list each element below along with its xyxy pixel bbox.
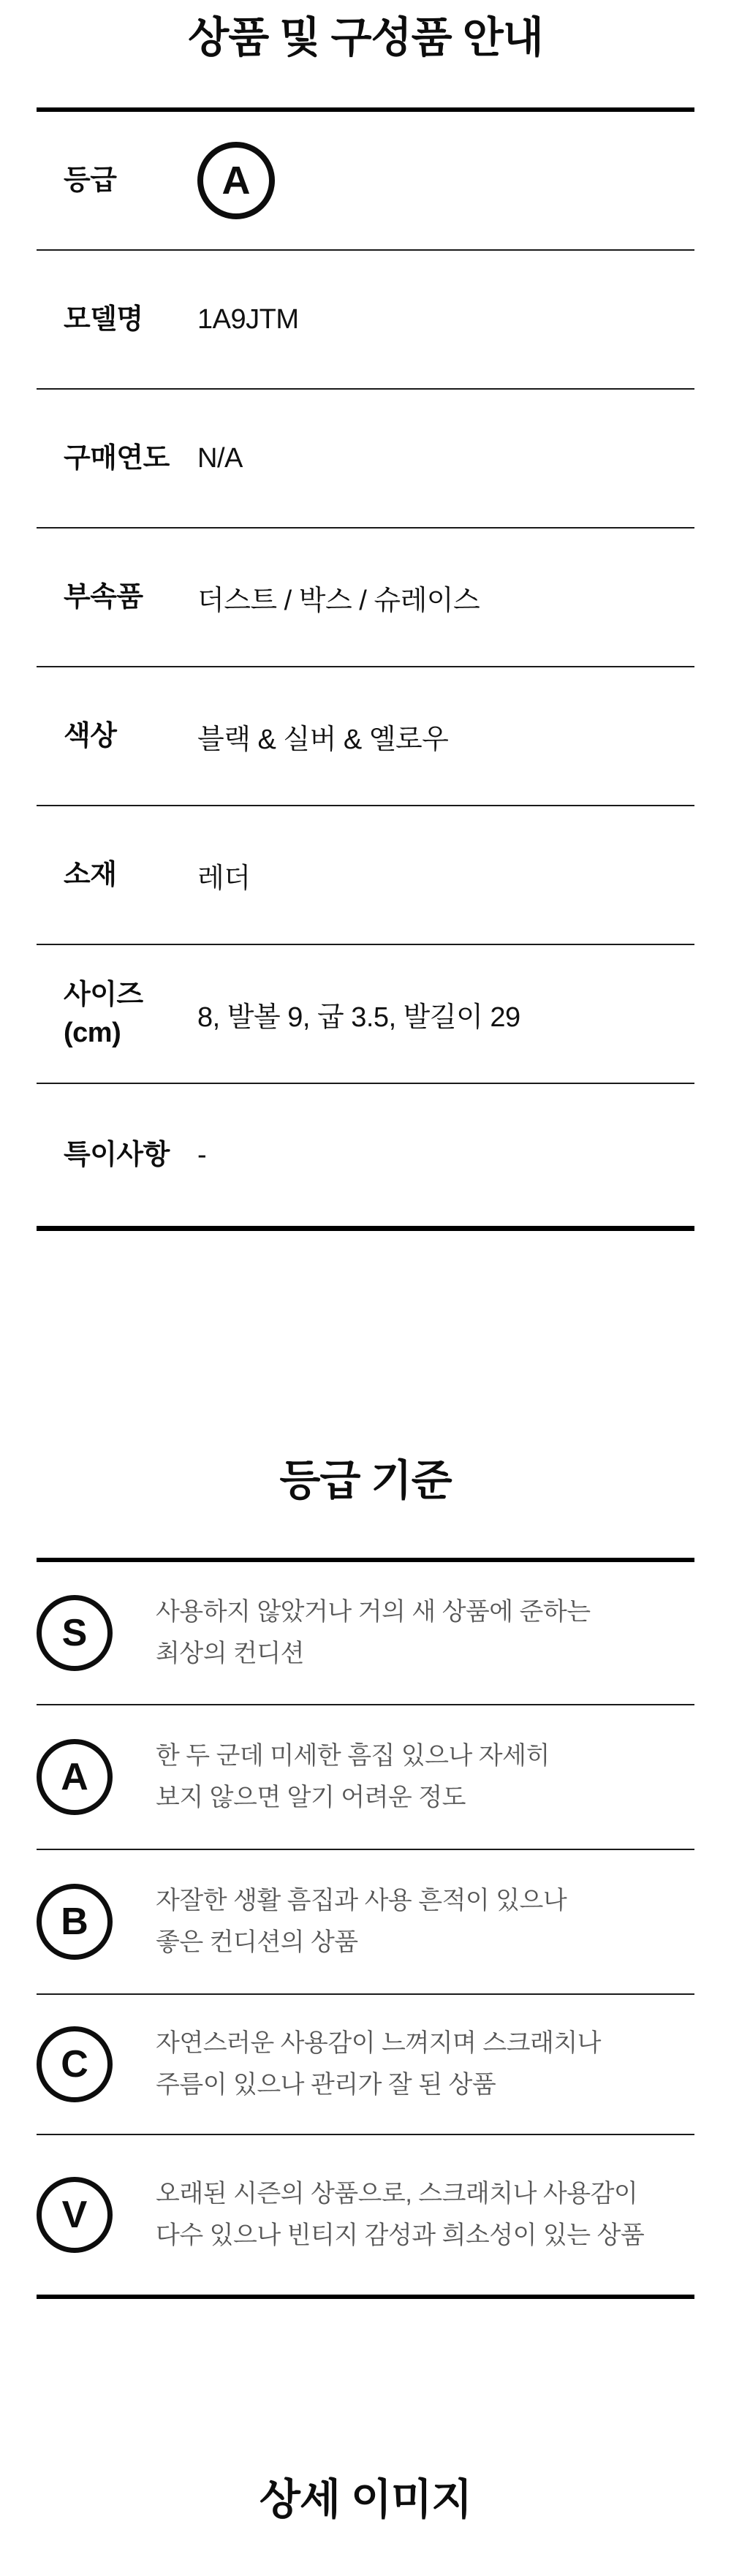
- grade-v-badge: [37, 2177, 113, 2253]
- row-label: 특이사항: [64, 1140, 170, 1170]
- spec-table: [37, 107, 694, 1231]
- criteria-description: [156, 2023, 601, 2106]
- table-row-purchase-year: [37, 390, 694, 529]
- row-label: 색상: [64, 721, 117, 751]
- product-info-title: 상품 및 구성품 안내: [188, 14, 543, 61]
- row-label: 소재: [64, 860, 117, 890]
- row-value: 블랙 & 실버 & 옐로우: [197, 724, 449, 755]
- grade-letter: A: [221, 159, 251, 202]
- criteria-row-v: [37, 2135, 694, 2295]
- grade-letter: C: [61, 2043, 88, 2086]
- row-label-line1: 사이즈: [64, 980, 143, 1010]
- grade-s-badge: [37, 1595, 113, 1671]
- criteria-line2: 좋은 컨디션의 상품: [156, 1928, 358, 1956]
- grade-b-badge: [37, 1884, 113, 1960]
- criteria-description: [156, 1591, 591, 1675]
- row-value: N/A: [197, 442, 243, 474]
- criteria-line2: 다수 있으나 빈티지 감성과 희소성이 있는 상품: [156, 2221, 645, 2249]
- criteria-line2: 보지 않으면 알기 어려운 정도: [156, 1784, 466, 1811]
- criteria-row-c: [37, 1995, 694, 2135]
- row-value: 레더: [197, 863, 251, 894]
- criteria-line2: 최상의 컨디션: [156, 1640, 305, 1667]
- criteria-line1: 자연스러운 사용감이 느껴지며 스크래치나: [156, 2029, 602, 2057]
- criteria-line1: 사용하지 않았거나 거의 새 상품에 준하는: [156, 1598, 591, 1626]
- row-label: 등급: [64, 165, 117, 196]
- criteria-line2: 주름이 있으나 관리가 잘 된 상품: [156, 2071, 496, 2099]
- grade-letter: A: [61, 1756, 88, 1798]
- table-row-grade: [37, 112, 694, 251]
- table-row-size: [37, 945, 694, 1084]
- grade-letter: B: [61, 1901, 88, 1943]
- row-label: 구매연도: [64, 443, 170, 474]
- table-row-model: [37, 251, 694, 390]
- row-value: 더스트 / 박스 / 슈레이스: [197, 585, 480, 616]
- row-value: 1A9JTM: [197, 303, 299, 335]
- criteria-description: [156, 1735, 550, 1819]
- detail-images-title: 상세 이미지: [259, 2476, 472, 2523]
- table-row-color: [37, 667, 694, 806]
- table-row-notes: [37, 1084, 694, 1226]
- table-row-material: [37, 806, 694, 945]
- criteria-row-s: [37, 1562, 694, 1705]
- criteria-description: [156, 1880, 567, 1963]
- row-label: [37, 976, 197, 1052]
- grade-letter: S: [61, 1612, 88, 1654]
- grade-c-badge: [37, 2026, 113, 2102]
- criteria-row-b: [37, 1850, 694, 1995]
- product-info-section: [0, 0, 731, 1231]
- row-label: 모델명: [64, 304, 143, 335]
- grade-letter: V: [61, 2194, 88, 2236]
- grade-criteria-title: 등급 기준: [279, 1457, 452, 1504]
- grade-a-badge: [197, 142, 275, 219]
- detail-images-section: [0, 2474, 731, 2526]
- criteria-line1: 한 두 군데 미세한 흠집 있으나 자세히: [156, 1742, 550, 1770]
- criteria-list: [37, 1558, 694, 2299]
- row-label-line2: (cm): [64, 1018, 121, 1048]
- criteria-row-a: [37, 1705, 694, 1850]
- grade-criteria-section: [0, 1455, 731, 2299]
- row-label: 부속품: [64, 582, 143, 613]
- criteria-line1: 오래된 시즌의 상품으로, 스크래치나 사용감이: [156, 2180, 638, 2208]
- criteria-description: [156, 2173, 644, 2257]
- grade-a-badge: [37, 1739, 113, 1815]
- row-value: -: [197, 1139, 207, 1170]
- criteria-line1: 자잘한 생활 흠집과 사용 흔적이 있으나: [156, 1887, 567, 1914]
- row-value: 8, 발볼 9, 굽 3.5, 발길이 29: [197, 1001, 520, 1033]
- table-row-accessories: [37, 529, 694, 667]
